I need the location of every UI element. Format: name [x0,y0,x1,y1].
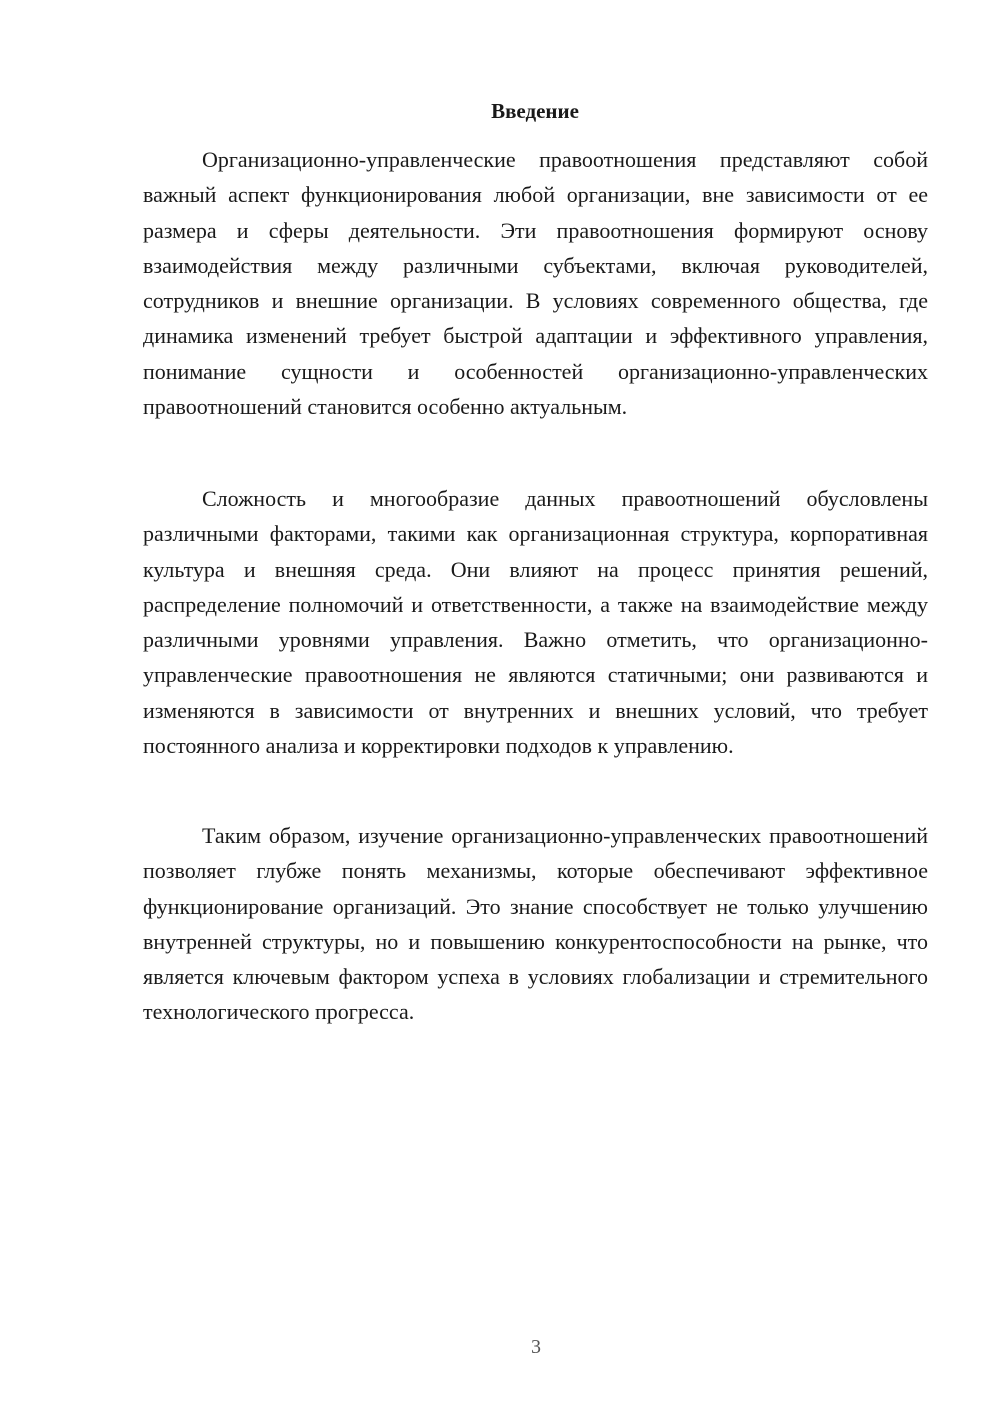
section-title: Введение [491,99,579,123]
page-number: 3 [531,1336,541,1358]
paragraph-2: Сложность и многообразие данных правоотношений обусловлены различными факторами, такими как организационная структура, корпоративная культура и внешняя среда. Они влияют на процесс принятия решений, распределение полномочий и ответственности, а также на взаимодействие между различными уровнями управления. Важно отметить, что организационно-управленческие правоотношения не являются статичными; они развиваются и изменяются в зависимости от внутренних и внешних условий, что требует постоянного анализа и корректировки подходов к управлению. [143,486,928,759]
paragraph-3: Таким образом, изучение организационно-управленческих правоотношений позволяет глубже понять механизмы, которые обеспечивают эффективное функционирование организаций. Это знание способствует не только улучшению внутренней структуры, но и повышению конкурентоспособности на рынке, что является ключевым фактором успеха в условиях глобализации и стремительного технологического прогресса. [143,823,928,1025]
paragraph-1: Организационно-управленческие правоотношения представляют собой важный аспект функционирования любой организации, вне зависимости от ее размера и сферы деятельности. Эти правоотношения формируют основу взаимодействия между различными субъектами, включая руководителей, сотрудников и внешние организации. В условиях современного общества, где динамика изменений требует быстрой адаптации и эффективного управления, понимание сущности и особенностей организационно-управленческих правоотношений становится особенно актуальным. [143,147,928,420]
